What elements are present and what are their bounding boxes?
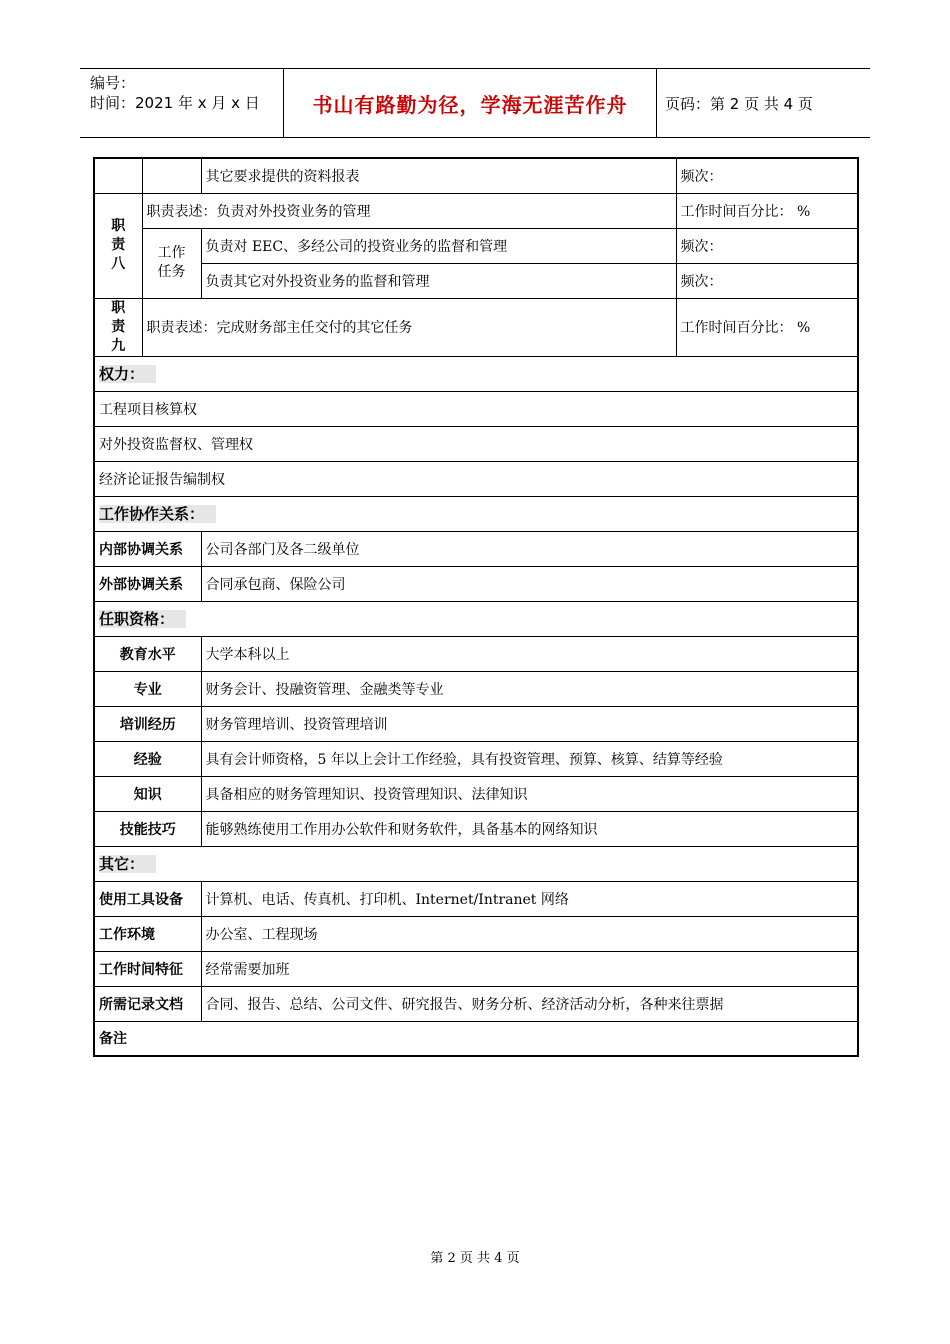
remark-label: 备注	[94, 1021, 858, 1056]
external-coordination-value: 合同承包商、保险公司	[201, 566, 858, 601]
table-row	[94, 881, 858, 916]
skills-value: 能够熟练使用工作用办公软件和财务软件，具备基本的网络知识	[201, 811, 858, 846]
training-value: 财务管理培训、投资管理培训	[201, 706, 858, 741]
internal-coordination-value: 公司各部门及各二级单位	[201, 531, 858, 566]
duty-9-label	[94, 298, 142, 356]
table-row	[94, 228, 858, 263]
table-row	[94, 811, 858, 846]
page-info: 页码：第 2 页 共 4 页	[665, 94, 813, 113]
qualification-section	[94, 601, 858, 636]
work-task-label-text: 工作 任务	[157, 245, 186, 280]
documents-label: 所需记录文档	[94, 986, 201, 1021]
documents-value: 合同、报告、总结、公司文件、研究报告、财务分析、经济活动分析，各种来往票据	[201, 986, 858, 1021]
empty-cell	[94, 158, 142, 193]
header-motto-cell	[283, 69, 657, 137]
cooperation-section	[94, 496, 858, 531]
major-label: 专业	[94, 671, 201, 706]
environment-label: 工作环境	[94, 916, 201, 951]
task-frequency: 频次：	[676, 158, 858, 193]
table-row	[94, 391, 858, 426]
motto: 书山有路勤为径，学海无涯苦作舟	[312, 92, 628, 117]
internal-coordination-label: 内部协调关系	[94, 531, 201, 566]
skills-label: 技能技巧	[94, 811, 201, 846]
table-row	[94, 671, 858, 706]
authority-title: 权力：	[99, 365, 156, 383]
duty-8-label	[94, 193, 142, 298]
authority-item: 对外投资监督权、管理权	[94, 426, 858, 461]
authority-item: 经济论证报告编制权	[94, 461, 858, 496]
empty-cell	[142, 158, 201, 193]
duty-8-time-percent: 工作时间百分比： %	[676, 193, 858, 228]
education-value: 大学本科以上	[201, 636, 858, 671]
qualification-title: 任职资格：	[99, 610, 186, 628]
knowledge-label: 知识	[94, 776, 201, 811]
tools-value: 计算机、电话、传真机、打印机、Internet/Intranet 网络	[201, 881, 858, 916]
table-row	[94, 916, 858, 951]
environment-value: 办公室、工程现场	[201, 916, 858, 951]
education-label: 教育水平	[94, 636, 201, 671]
header-meta	[80, 69, 283, 137]
external-coordination-label: 外部协调关系	[94, 566, 201, 601]
task-text: 负责其它对外投资业务的监督和管理	[201, 263, 676, 298]
table-row	[94, 426, 858, 461]
tools-label: 使用工具设备	[94, 881, 201, 916]
authority-item: 工程项目核算权	[94, 391, 858, 426]
page-header	[80, 68, 870, 138]
table-row	[94, 298, 858, 356]
table-row	[94, 1021, 858, 1056]
job-description-table	[93, 157, 859, 1057]
header-page-cell	[657, 69, 870, 137]
task-text: 其它要求提供的资料报表	[201, 158, 676, 193]
duty-9-time-percent: 工作时间百分比： %	[676, 298, 858, 356]
table-row	[94, 741, 858, 776]
section-header-row	[94, 356, 858, 391]
page-footer: 第 2 页 共 4 页	[430, 1251, 520, 1266]
section-header-row	[94, 846, 858, 881]
other-section	[94, 846, 858, 881]
experience-value: 具有会计师资格，5 年以上会计工作经验，具有投资管理、预算、核算、结算等经验	[201, 741, 858, 776]
duty-9-description: 职责表述：完成财务部主任交付的其它任务	[142, 298, 676, 356]
task-frequency: 频次：	[676, 263, 858, 298]
table-row	[94, 776, 858, 811]
date-label: 时间：2021 年 x 月 x 日	[90, 94, 260, 112]
section-header-row	[94, 601, 858, 636]
table-row	[94, 461, 858, 496]
table-row	[94, 951, 858, 986]
work-time-label: 工作时间特征	[94, 951, 201, 986]
table-row	[94, 706, 858, 741]
work-time-value: 经常需要加班	[201, 951, 858, 986]
table-row	[94, 566, 858, 601]
work-task-label	[142, 228, 201, 298]
table-row	[94, 263, 858, 298]
task-frequency: 频次：	[676, 228, 858, 263]
knowledge-value: 具备相应的财务管理知识、投资管理知识、法律知识	[201, 776, 858, 811]
table-row	[94, 636, 858, 671]
other-title: 其它：	[99, 855, 156, 873]
duty-8-description: 职责表述：负责对外投资业务的管理	[142, 193, 676, 228]
duty-9-label-text: 职 责 九	[111, 299, 126, 354]
cooperation-title: 工作协作关系：	[99, 505, 216, 523]
experience-label: 经验	[94, 741, 201, 776]
task-text: 负责对 EEC、多经公司的投资业务的监督和管理	[201, 228, 676, 263]
major-value: 财务会计、投融资管理、金融类等专业	[201, 671, 858, 706]
table-row	[94, 193, 858, 228]
training-label: 培训经历	[94, 706, 201, 741]
table-row	[94, 158, 858, 193]
section-header-row	[94, 496, 858, 531]
table-row	[94, 986, 858, 1021]
number-label: 编号：	[90, 74, 136, 92]
duty-8-label-text: 职 责 八	[111, 218, 126, 272]
table-row	[94, 531, 858, 566]
authority-section	[94, 356, 858, 391]
